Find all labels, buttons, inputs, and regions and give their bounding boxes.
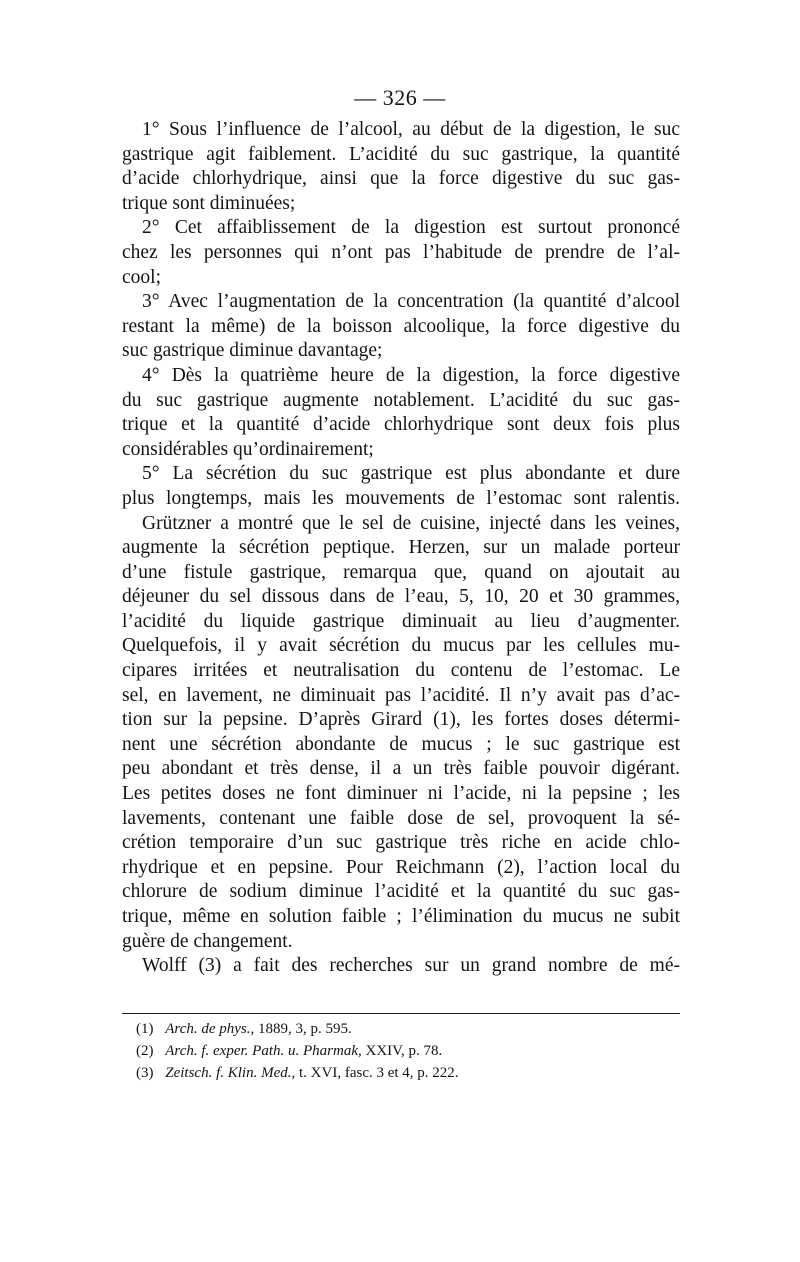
text-line: Grützner a montré que le sel de cuisine, injecté dans les veines,: [142, 512, 680, 534]
footnote-details: XXIV, p. 78.: [365, 1043, 443, 1059]
text-line: l’acidité du liquide gastrique diminuait au lieu d’augmenter.: [122, 610, 680, 632]
text-line: nent une sécrétion abondante de mucus ; le suc gastrique est: [122, 733, 680, 755]
text-line: chlorure de sodium diminue l’acidité et la quantité du suc gas-: [122, 881, 680, 903]
footnote-ref: (1): [136, 1021, 154, 1037]
text-line: restant la même) de la boisson alcoolique, la force digestive du: [122, 315, 680, 337]
footnote-source: Zeitsch. f. Klin. Med.,: [165, 1065, 296, 1081]
footnote-source: Arch. f. exper. Path. u. Pharmak,: [165, 1043, 362, 1059]
text-line: trique sont diminuées;: [122, 192, 296, 214]
footnote-source: Arch. de phys.,: [165, 1021, 255, 1037]
text-line: gastrique agit faiblement. L’acidité du suc gastrique, la quantité: [122, 143, 680, 165]
footnote: [136, 1018, 676, 1040]
text-line: trique, même en solution faible ; l’élimination du mucus ne subit: [122, 906, 680, 927]
footnotes: [136, 1018, 676, 1084]
text-line: sel, en lavement, ne diminuait pas l’acidité. Il n’y avait pas d’ac-: [122, 684, 680, 706]
text-line: trique et la quantité d’acide chlorhydrique sont deux fois plus: [122, 414, 680, 436]
text-line: d’une fistule gastrique, remarqua que, quand on ajoutait au: [122, 561, 680, 583]
text-line: guère de changement.: [122, 930, 293, 952]
footnote: [136, 1040, 676, 1062]
text-line: Wolff (3) a fait des recherches sur un grand nombre de mé-: [142, 955, 680, 977]
text-line: Quelquefois, il y avait sécrétion du mucus par les cellules mu-: [122, 635, 680, 657]
text-line: plus longtemps, mais les mouvements de l’estomac sont ralentis.: [122, 487, 680, 509]
text-line: 1° Sous l’influence de l’alcool, au début de la digestion, le suc: [142, 119, 680, 140]
text-line: d’acide chlorhydrique, ainsi que la force digestive du suc gas-: [122, 168, 680, 190]
text-line: tion sur la pepsine. D’après Girard (1), les fortes doses détermi-: [122, 709, 680, 731]
footnote: [136, 1062, 676, 1084]
text-line: 5° La sécrétion du suc gastrique est plus abondante et dure: [142, 463, 680, 485]
text-line: crétion temporaire d’un suc gastrique très riche en acide chlo-: [122, 832, 680, 854]
text-line: considérables qu’ordinairement;: [122, 438, 374, 460]
text-line: peu abondant et très dense, il a un très faible pouvoir digérant.: [122, 758, 680, 780]
footnote-rule: [122, 1013, 680, 1014]
footnote-details: t. XVI, fasc. 3 et 4, p. 222.: [299, 1065, 459, 1081]
text-line: chez les personnes qui n’ont pas l’habitude de prendre de l’al-: [122, 241, 680, 263]
text-line: cool;: [122, 266, 161, 288]
page-number: — 326 —: [354, 85, 446, 110]
footnote-ref: (3): [136, 1065, 154, 1081]
text-line: suc gastrique diminue davantage;: [122, 340, 383, 362]
text-line: rhydrique et en pepsine. Pour Reichmann (2), l’action local du: [122, 856, 680, 878]
text-line: 2° Cet affaiblissement de la digestion est surtout prononcé: [142, 217, 680, 239]
text-line: Les petites doses ne font diminuer ni l’acide, ni la pepsine ; les: [122, 783, 680, 805]
footnote-details: 1889, 3, p. 595.: [258, 1021, 352, 1037]
text-line: lavements, contenant une faible dose de sel, provoquent la sé-: [122, 807, 680, 829]
text-line: augmente la sécrétion peptique. Herzen, sur un malade porteur: [122, 537, 680, 559]
body-text: [122, 118, 680, 979]
text-line: 4° Dès la quatrième heure de la digestion, la force digestive: [142, 364, 680, 386]
text-line: 3° Avec l’augmentation de la concentration (la quantité d’alcool: [142, 291, 680, 313]
text-line: déjeuner du sel dissous dans de l’eau, 5, 10, 20 et 30 grammes,: [122, 586, 680, 608]
text-line: du suc gastrique augmente notablement. L’acidité du suc gas-: [122, 389, 680, 411]
footnote-ref: (2): [136, 1043, 154, 1059]
text-line: cipares irritées et neutralisation du contenu de l’estomac. Le: [122, 660, 680, 682]
